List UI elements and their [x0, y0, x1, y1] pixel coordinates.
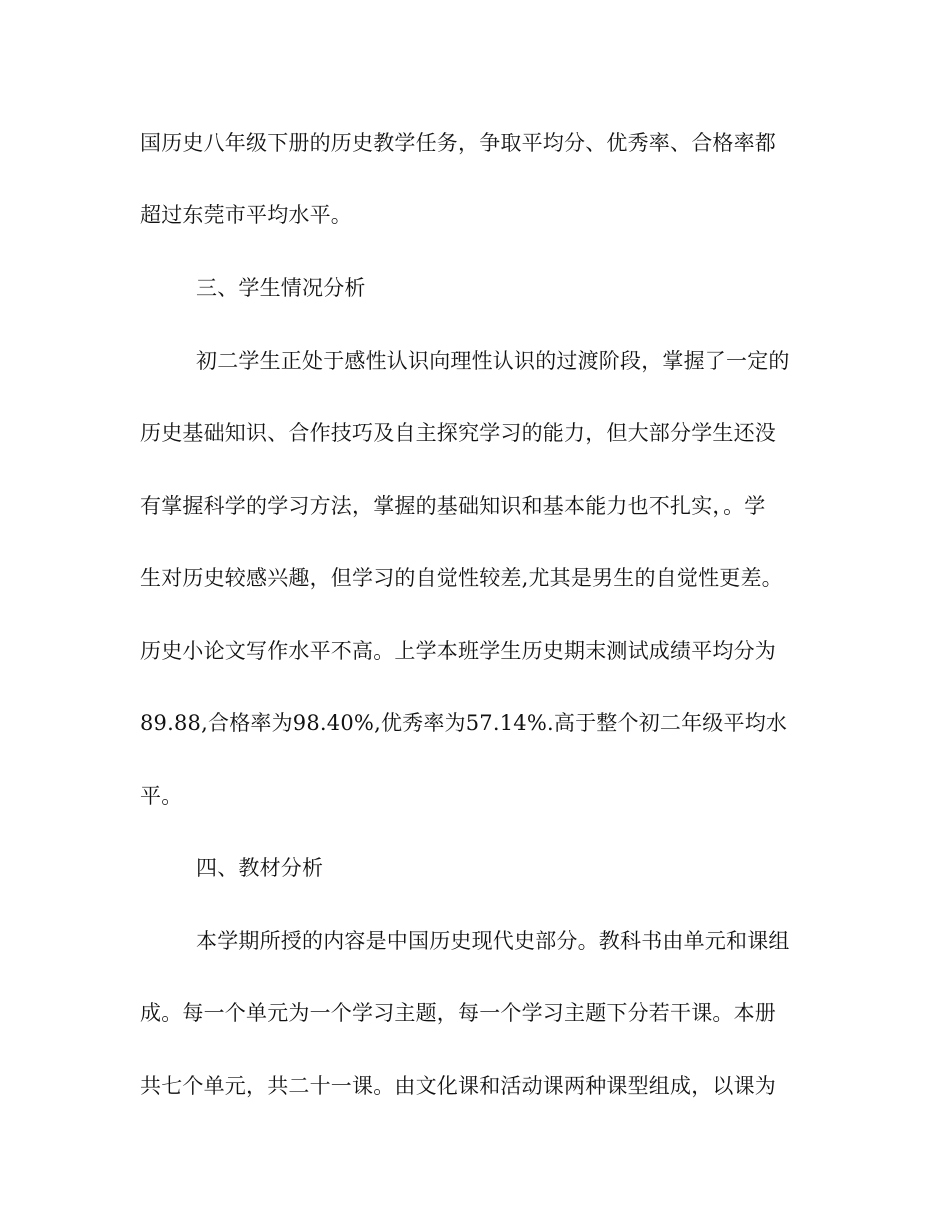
text-line: 共七个单元，共二十一课。由文化课和活动课两种课型组成，以课为 [140, 1074, 776, 1098]
section-heading-textbook: 四、教材分析 [196, 856, 324, 880]
text-line: 有掌握科学的学习方法，掌握的基础知识和基本能力也不扎实，。学 [140, 494, 766, 518]
text-line: 历史小论文写作水平不高。上学本班学生历史期末测试成绩平均分为 [140, 639, 776, 663]
text-line: 生对历史较感兴趣，但学习的自觉性较差,尤其是男生的自觉性更差。 [140, 566, 783, 590]
text-line: 超过东莞市平均水平。 [140, 203, 352, 227]
text-line: 初二学生正处于感性认识向理性认识的过渡阶段，掌握了一定的 [196, 349, 790, 373]
text-line: 89.88,合格率为98.40%,优秀率为57.14%.高于整个初二年级平均水 [140, 711, 788, 735]
text-line: 成。每一个单元为一个学习主题，每一个学习主题下分若干课。本册 [140, 1001, 776, 1025]
text-line: 国历史八年级下册的历史教学任务，争取平均分、优秀率、合格率都 [140, 131, 776, 155]
section-heading-students: 三、学生情况分析 [196, 276, 366, 300]
text-line: 历史基础知识、合作技巧及自主探究学习的能力，但大部分学生还没 [140, 421, 776, 445]
text-line: 平。 [140, 784, 183, 808]
text-line: 本学期所授的内容是中国历史现代史部分。教科书由单元和课组 [196, 929, 790, 953]
